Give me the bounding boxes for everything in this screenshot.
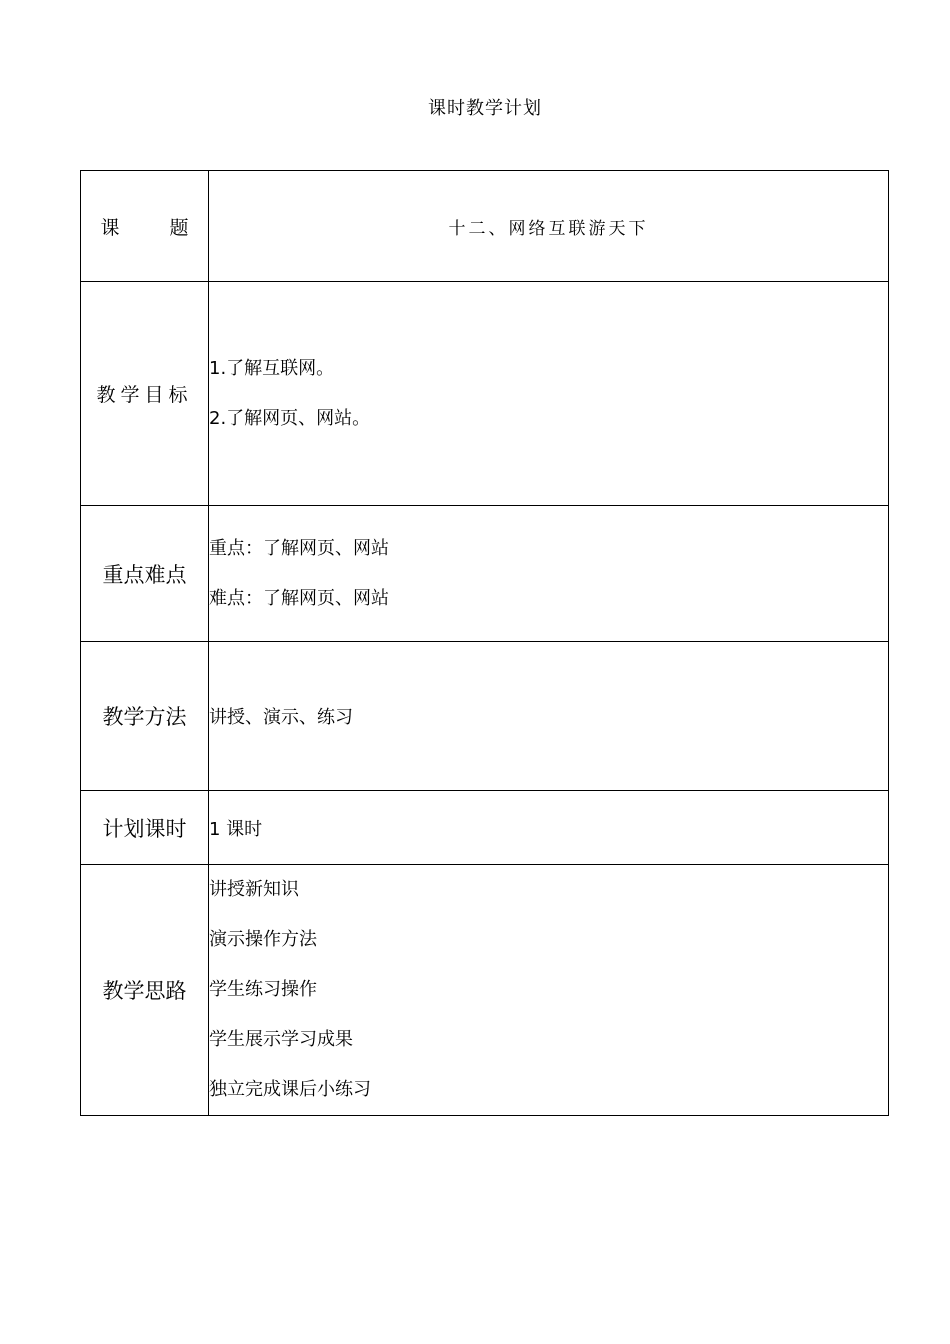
approach-label: 教学思路 xyxy=(81,865,209,1116)
topic-label-part-1: 课 xyxy=(100,216,120,239)
hours-label: 计划课时 xyxy=(81,791,209,865)
key-points-label: 重点难点 xyxy=(81,506,209,642)
objectives-label: 教学目标 xyxy=(81,282,209,506)
table-row-methods xyxy=(81,642,889,791)
document-title: 课时教学计划 xyxy=(428,98,542,119)
table-row-approach xyxy=(81,865,889,1116)
approach-item: 演示操作方法 xyxy=(209,929,317,950)
approach-item: 讲授新知识 xyxy=(209,879,299,900)
approach-item: 学生展示学习成果 xyxy=(209,1029,353,1050)
approach-item: 学生练习操作 xyxy=(209,979,317,1000)
objectives-content xyxy=(209,282,889,506)
difficulty-item: 难点：了解网页、网站 xyxy=(209,587,389,609)
table-row-hours xyxy=(81,791,889,865)
topic-label xyxy=(81,171,209,282)
hours-value: 1 课时 xyxy=(209,791,889,865)
table-row-objectives xyxy=(81,282,889,506)
table-row-topic xyxy=(81,171,889,282)
approach-item: 独立完成课后小练习 xyxy=(209,1079,371,1100)
methods-label: 教学方法 xyxy=(81,642,209,791)
topic-label-part-2: 题 xyxy=(169,216,189,239)
objective-item: 2.了解网页、网站。 xyxy=(209,407,371,429)
table-row-key-points xyxy=(81,506,889,642)
key-point-item: 重点：了解网页、网站 xyxy=(209,537,389,559)
methods-value: 讲授、演示、练习 xyxy=(209,642,889,791)
approach-content xyxy=(209,865,889,1116)
topic-value: 十二、网络互联游天下 xyxy=(209,171,889,282)
objective-item: 1.了解互联网。 xyxy=(209,357,335,379)
lesson-plan-table xyxy=(80,170,889,1116)
key-points-content xyxy=(209,506,889,642)
